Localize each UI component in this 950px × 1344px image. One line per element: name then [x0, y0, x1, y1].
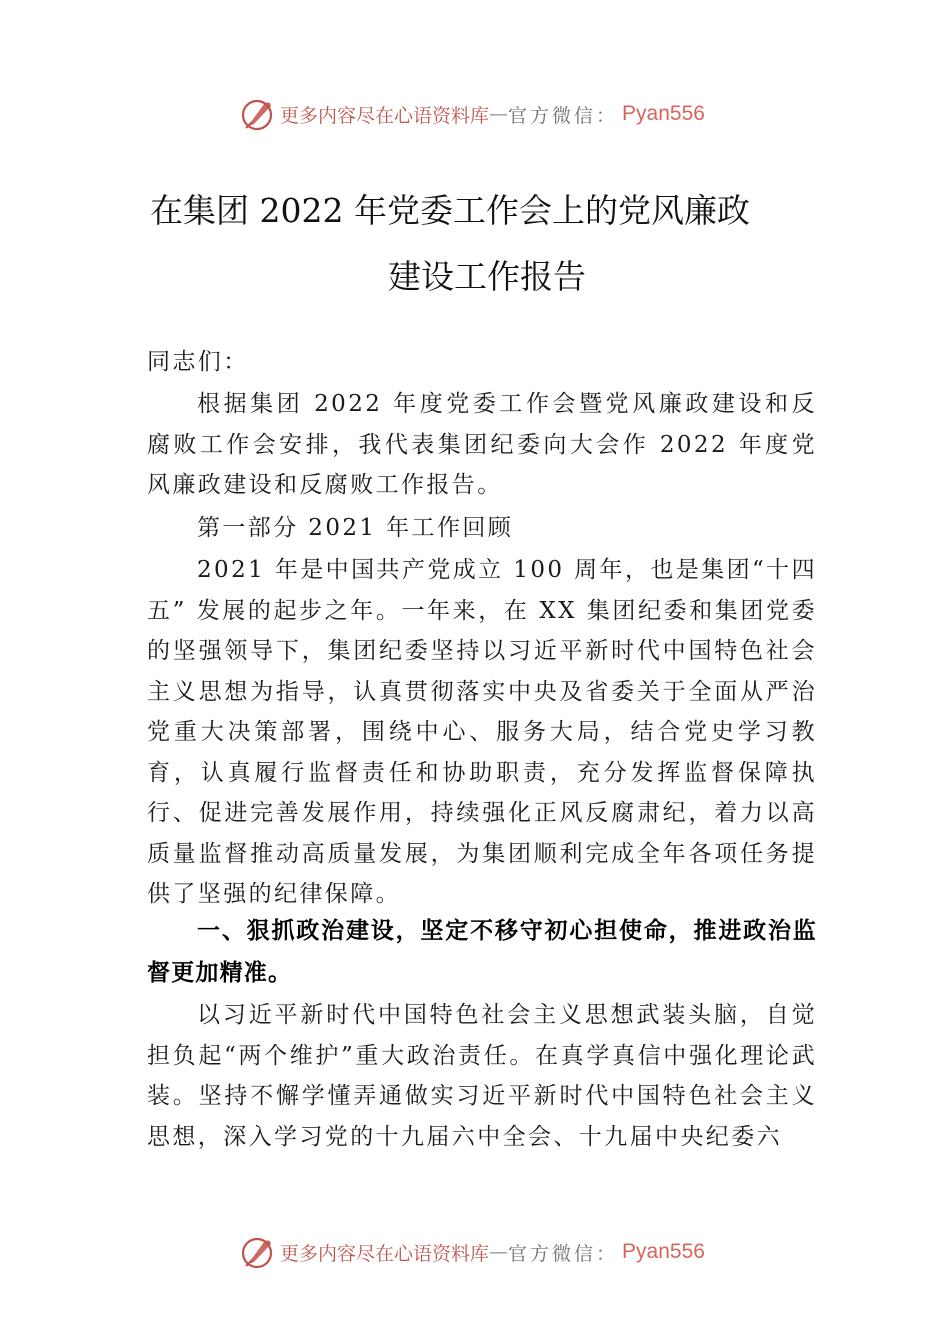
header-banner [240, 94, 705, 134]
quill-logo-icon [240, 1234, 276, 1270]
banner-separator: — [489, 1241, 509, 1263]
part-heading: 第一部分 2021 年工作回顾 [197, 515, 514, 541]
banner-separator: — [489, 103, 509, 125]
banner-wechat-id: Pyan556 [622, 1240, 705, 1263]
banner-wechat-label: 官方微信： [508, 104, 619, 127]
document-title-line1: 在集团 2022 年党委工作会上的党风廉政 [150, 191, 750, 230]
document-title-line2: 建设工作报告 [388, 257, 586, 296]
banner-promo-text: 更多内容尽在心语资料库 [280, 104, 490, 127]
section1-heading: 一、狠抓政治建设，坚定不移守初心担使命，推进政治监督更加精准。 [147, 918, 817, 986]
banner-promo-text: 更多内容尽在心语资料库 [280, 1242, 490, 1265]
review-paragraph: 2021 年是中国共产党成立 100 周年，也是集团“十四五” 发展的起步之年。一年来，在 XX 集团纪委和集团党委的坚强领导下，集团纪委坚持以习近平新时代中国特色社会主义思想为指导，认真贯彻落实中央及省委关于全面从严治党重大决策部署，围绕中心、服务大局，结合党史学习教育，认真履行监督责任和协助职责，充分发挥监督保障执行、促进完善发展作用，持续强化正风反腐肃纪，着力以高质量监督推动高质量发展，为集团顺利完成全年各项任务提供了坚强的纪律保障。 [147, 557, 817, 907]
section1-paragraph: 以习近平新时代中国特色社会主义思想武装头脑，自觉担负起“两个维护”重大政治责任。在真学真信中强化理论武装。坚持不懈学懂弄通做实习近平新时代中国特色社会主义思想，深入学习党的十九届六中全会、十九届中央纪委六 [147, 1002, 817, 1150]
footer-banner [240, 1232, 705, 1272]
salutation: 同志们： [147, 349, 249, 375]
intro-paragraph: 根据集团 2022 年度党委工作会暨党风廉政建设和反腐败工作会安排，我代表集团纪委向大会作 2022 年度党风廉政建设和反腐败工作报告。 [147, 391, 817, 498]
quill-logo-icon [240, 96, 276, 132]
banner-wechat-id: Pyan556 [622, 102, 705, 125]
banner-wechat-label: 官方微信： [508, 1242, 619, 1265]
